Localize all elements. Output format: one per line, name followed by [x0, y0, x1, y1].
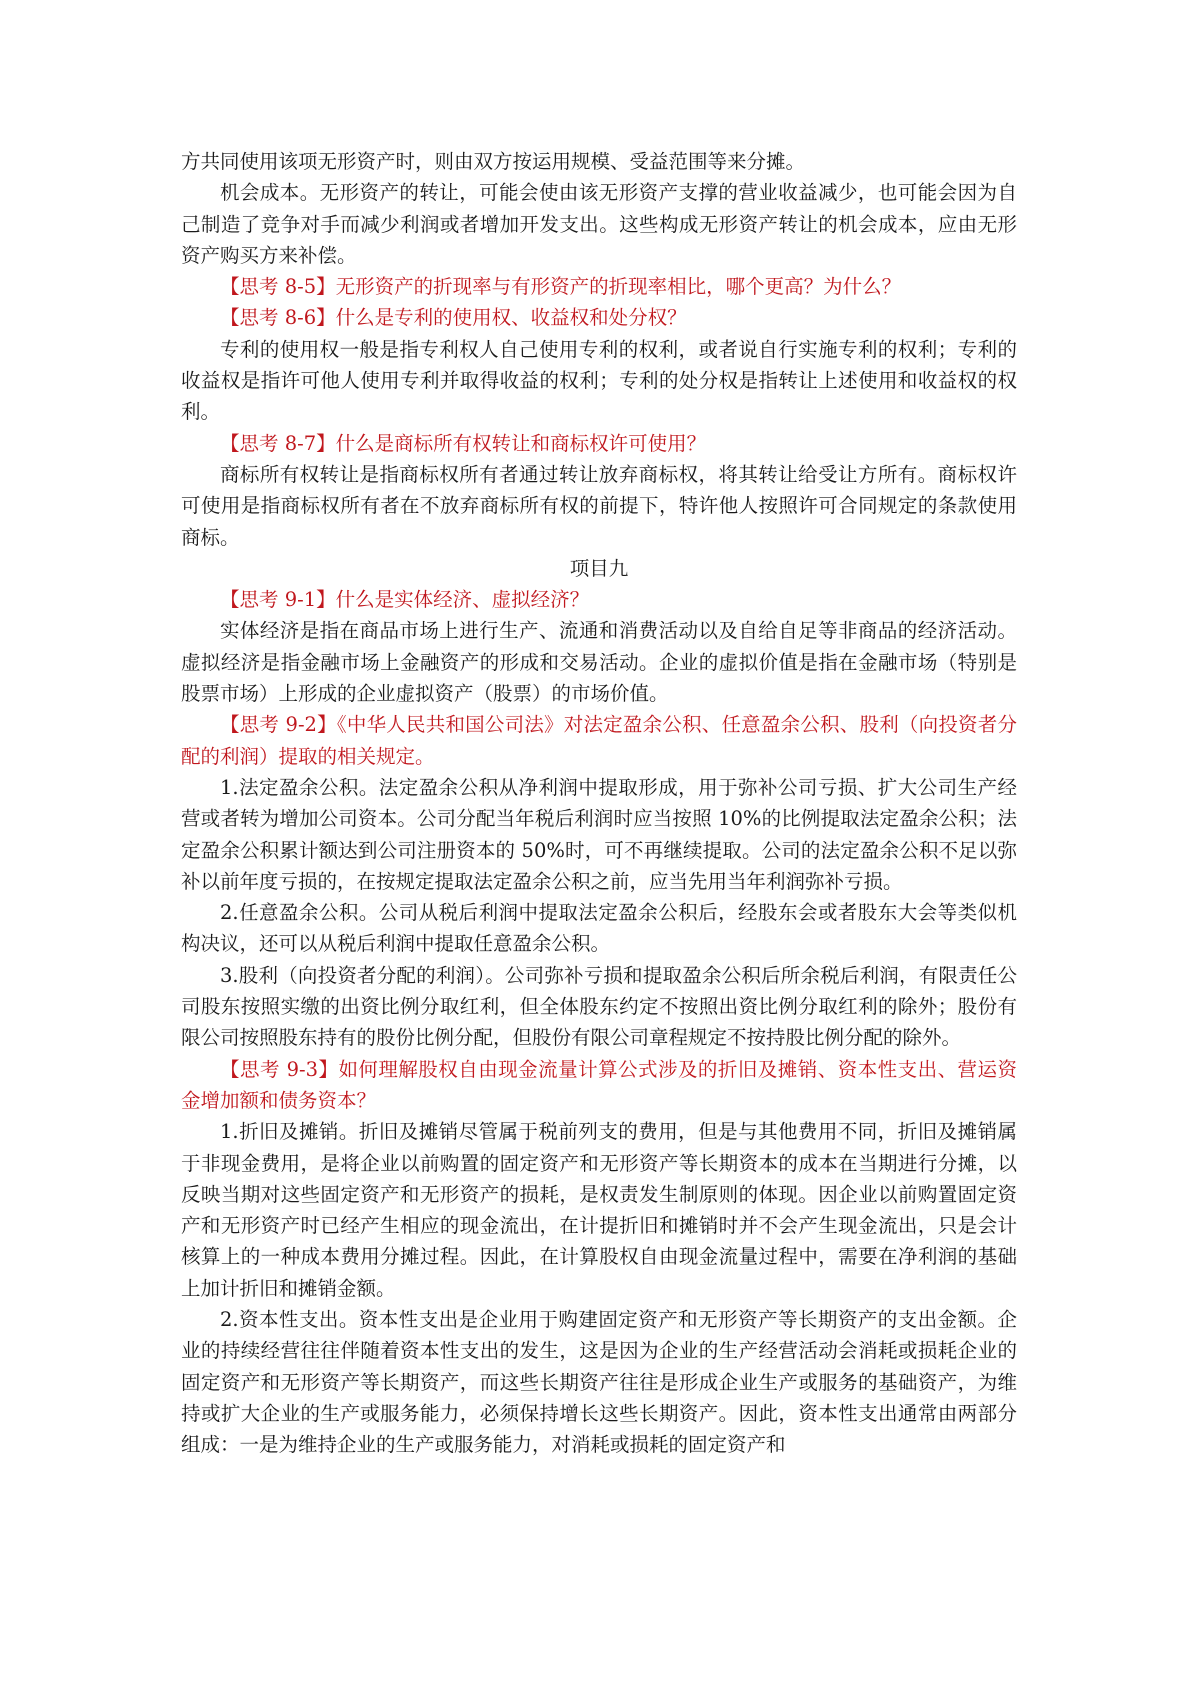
- question-label: 【思考 9-3】: [220, 1057, 339, 1081]
- paragraph: 2.任意盈余公积。公司从税后利润中提取法定盈余公积后，经股东会或者股东大会等类似机构决议，还可以从税后利润中提取任意盈余公积。: [181, 901, 1017, 956]
- paragraph: 2.资本性支出。资本性支出是企业用于购建固定资产和无形资产等长期资产的支出金额。企业的持续经营往往伴随着资本性支出的发生，这是因为企业的生产经营活动会消耗或损耗企业的固定资产和无形资产等长期资产，而这些长期资产往往是形成企业生产或服务的基础资产，为维持或扩大企业的生产或服务能力，必须保持增长这些长期资产。因此，资本性支出通常由两部分组成：一是为维持企业的生产或服务能力，对消耗或损耗的固定资产和: [181, 1307, 1017, 1457]
- paragraph: 专利的使用权一般是指专利权人自己使用专利的权利，或者说自行实施专利的权利；专利的收益权是指许可他人使用专利并取得收益的权利；专利的处分权是指转让上述使用和收益权的权利。: [181, 337, 1017, 424]
- paragraph: 方共同使用该项无形资产时，则由双方按运用规模、受益范围等来分摊。: [181, 150, 806, 173]
- question-label: 【思考 8-6】: [220, 306, 336, 330]
- paragraph: 机会成本。无形资产的转让，可能会使由该无形资产支撑的营业收益减少，也可能会因为自己制造了竞争对手而减少利润或者增加开发支出。这些构成无形资产转让的机会成本，应由无形资产购买方来补偿。: [181, 181, 1017, 267]
- question-8-6: [181, 302, 1017, 333]
- question-text: 什么是实体经济、虚拟经济？: [335, 588, 590, 612]
- question-text: 无形资产的折现率与有形资产的折现率相比，哪个更高？为什么？: [335, 275, 902, 299]
- question-label: 【思考 9-2】: [220, 713, 337, 737]
- question-text: 《中华人民共和国公司法》对法定盈余公积、任意盈余公积、股利（向投资者分配的利润）提取的相关规定。: [181, 713, 1017, 768]
- paragraph: 3.股利（向投资者分配的利润）。公司弥补亏损和提取盈余公积后所余税后利润，有限责任公司股东按照实缴的出资比例分取红利，但全体股东约定不按照出资比例分取红利的除外；股份有限公司按照股东持有的股份比例分配，但股份有限公司章程规定不按持股比例分配的除外。: [181, 963, 1017, 1050]
- question-8-5: [181, 271, 1017, 302]
- question-9-1: [181, 584, 1017, 615]
- question-label: 【思考 8-5】: [220, 275, 336, 299]
- question-9-2: [181, 709, 1017, 772]
- section-heading: 项目九: [569, 556, 629, 580]
- document-page: [181, 146, 1017, 1460]
- question-text: 什么是商标所有权转让和商标权许可使用？: [335, 431, 707, 455]
- question-label: 【思考 8-7】: [220, 431, 336, 455]
- question-text: 什么是专利的使用权、收益权和处分权？: [335, 306, 687, 330]
- question-9-3: [181, 1054, 1017, 1117]
- question-text: 如何理解股权自由现金流量计算公式涉及的折旧及摊销、资本性支出、营运资金增加额和债务资本？: [181, 1057, 1017, 1112]
- paragraph: 实体经济是指在商品市场上进行生产、流通和消费活动以及自给自足等非商品的经济活动。虚拟经济是指金融市场上金融资产的形成和交易活动。企业的虚拟价值是指在金融市场（特别是股票市场）上形成的企业虚拟资产（股票）的市场价值。: [181, 619, 1017, 706]
- paragraph: 商标所有权转让是指商标权所有者通过转让放弃商标权，将其转让给受让方所有。商标权许可使用是指商标权所有者在不放弃商标所有权的前提下，特许他人按照许可合同规定的条款使用商标。: [181, 462, 1017, 549]
- question-8-7: [181, 428, 1017, 459]
- question-label: 【思考 9-1】: [220, 588, 336, 612]
- paragraph: 1.折旧及摊销。折旧及摊销尽管属于税前列支的费用，但是与其他费用不同，折旧及摊销属于非现金费用，是将企业以前购置的固定资产和无形资产等长期资本的成本在当期进行分摊，以反映当期对这些固定资产和无形资产的损耗，是权责发生制原则的体现。因企业以前购置固定资产和无形资产时已经产生相应的现金流出，在计提折旧和摊销时并不会产生现金流出，只是会计核算上的一种成本费用分摊过程。因此，在计算股权自由现金流量过程中，需要在净利润的基础上加计折旧和摊销金额。: [181, 1120, 1017, 1300]
- paragraph: 1.法定盈余公积。法定盈余公积从净利润中提取形成，用于弥补公司亏损、扩大公司生产经营或者转为增加公司资本。公司分配当年税后利润时应当按照 10%的比例提取法定盈余公积；法定盈余公积累计额达到公司注册资本的 50%时，可不再继续提取。公司的法定盈余公积不足以弥补以前年度亏损的，在按规定提取法定盈余公积之前，应当先用当年利润弥补亏损。: [181, 775, 1017, 893]
